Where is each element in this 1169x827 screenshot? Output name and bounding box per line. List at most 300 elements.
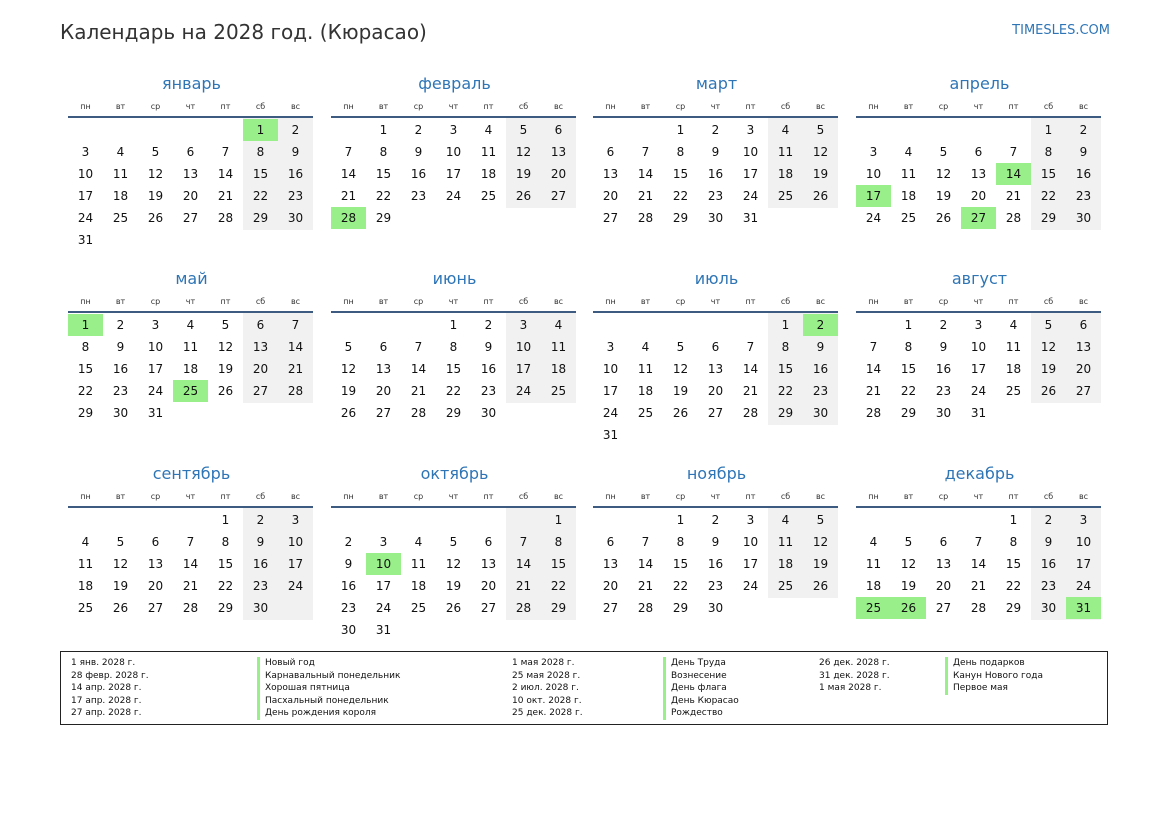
- day-cell: 8: [554, 535, 563, 549]
- day-cell: 24: [515, 384, 532, 398]
- day-cell: 12: [217, 340, 234, 354]
- day-cell: 5: [816, 123, 825, 137]
- day-cell: 24: [375, 601, 392, 615]
- day-cell: 4: [641, 340, 650, 354]
- day-cell: 1: [1044, 123, 1053, 137]
- day-cell: 1: [904, 318, 913, 332]
- day-cell: 22: [672, 579, 689, 593]
- day-cell: 3: [449, 123, 458, 137]
- day-cell: 15: [1005, 557, 1022, 571]
- days-grid: [593, 118, 838, 230]
- weekday-label: пт: [1008, 491, 1019, 501]
- day-cell: 27: [480, 601, 497, 615]
- day-cell: 12: [900, 557, 917, 571]
- day-cell: 2: [939, 318, 948, 332]
- day-cell: 11: [1005, 340, 1022, 354]
- weekday-label: пт: [745, 101, 756, 111]
- day-cell: 19: [900, 579, 917, 593]
- legend-holiday-name: День флага: [663, 682, 739, 695]
- month-name: февраль: [418, 74, 491, 93]
- legend-holiday-name: День подарков: [945, 657, 1043, 670]
- day-cell: 20: [182, 189, 199, 203]
- day-cell: 4: [116, 145, 125, 159]
- day-cell: 18: [900, 189, 917, 203]
- day-cell: 25: [410, 601, 427, 615]
- weekday-label: чт: [710, 491, 721, 501]
- weekday-label: пн: [343, 491, 354, 501]
- days-grid: [593, 508, 838, 620]
- day-cell: 29: [1040, 211, 1057, 225]
- day-cell: 30: [707, 211, 724, 225]
- weekday-label: пт: [745, 491, 756, 501]
- day-cell: 6: [256, 318, 265, 332]
- day-cell: 20: [602, 579, 619, 593]
- day-cell: 18: [550, 362, 567, 376]
- day-cell: 3: [974, 318, 983, 332]
- day-cell: 5: [676, 340, 685, 354]
- day-cell: 27: [1075, 384, 1092, 398]
- day-cell: 21: [970, 579, 987, 593]
- holiday-day-cell: 1: [68, 314, 103, 336]
- weekday-label: пт: [483, 491, 494, 501]
- day-cell: 11: [410, 557, 427, 571]
- day-cell: 5: [221, 318, 230, 332]
- weekday-label: ср: [150, 491, 161, 501]
- day-cell: 4: [484, 123, 493, 137]
- day-cell: 24: [147, 384, 164, 398]
- day-cell: 7: [641, 535, 650, 549]
- day-cell: 18: [777, 167, 794, 181]
- days-grid: [856, 508, 1101, 620]
- day-cell: 7: [344, 145, 353, 159]
- day-cell: 9: [816, 340, 825, 354]
- weekday-label: ср: [938, 296, 949, 306]
- day-cell: 19: [217, 362, 234, 376]
- legend-date: 1 мая 2028 г.: [512, 658, 575, 668]
- day-cell: 24: [445, 189, 462, 203]
- day-cell: 24: [1075, 579, 1092, 593]
- day-cell: 14: [340, 167, 357, 181]
- day-cell: 19: [147, 189, 164, 203]
- month-2: [331, 73, 576, 230]
- weekday-label: чт: [448, 296, 459, 306]
- holiday-day-cell: 1: [243, 119, 278, 141]
- day-cell: 3: [151, 318, 160, 332]
- day-cell: 7: [641, 145, 650, 159]
- day-cell: 8: [449, 340, 458, 354]
- weekday-header: [331, 97, 576, 115]
- weekday-label: пн: [80, 101, 91, 111]
- legend-holiday-name: День рождения короля: [257, 707, 400, 720]
- month-name: сентябрь: [152, 464, 231, 483]
- weekday-label: вс: [815, 491, 826, 501]
- day-cell: 5: [519, 123, 528, 137]
- day-cell: 2: [711, 513, 720, 527]
- weekday-header: [856, 292, 1101, 310]
- day-cell: 11: [777, 535, 794, 549]
- weekday-label: чт: [185, 296, 196, 306]
- day-cell: 9: [1079, 145, 1088, 159]
- legend-holiday-name: Канун Нового года: [945, 670, 1043, 683]
- weekday-label: пт: [1008, 296, 1019, 306]
- day-cell: 6: [606, 145, 615, 159]
- day-cell: 21: [182, 579, 199, 593]
- day-cell: 26: [672, 406, 689, 420]
- day-cell: 7: [291, 318, 300, 332]
- month-12: [856, 463, 1101, 620]
- day-cell: 31: [147, 406, 164, 420]
- day-cell: 20: [252, 362, 269, 376]
- day-cell: 12: [112, 557, 129, 571]
- month-name: август: [951, 269, 1008, 288]
- day-cell: 20: [375, 384, 392, 398]
- weekday-label: сб: [255, 101, 266, 111]
- weekday-label: вс: [553, 296, 564, 306]
- holiday-day-cell: 25: [173, 380, 208, 402]
- day-cell: 30: [1075, 211, 1092, 225]
- day-cell: 14: [865, 362, 882, 376]
- day-cell: 28: [637, 211, 654, 225]
- day-cell: 10: [515, 340, 532, 354]
- day-cell: 29: [252, 211, 269, 225]
- day-cell: 5: [344, 340, 353, 354]
- day-cell: 29: [777, 406, 794, 420]
- days-grid: [331, 118, 576, 230]
- day-cell: 8: [676, 535, 685, 549]
- day-cell: 14: [287, 340, 304, 354]
- day-cell: 26: [112, 601, 129, 615]
- holiday-day-cell: 2: [803, 314, 838, 336]
- day-cell: 25: [777, 189, 794, 203]
- day-cell: 20: [602, 189, 619, 203]
- holiday-day-cell: 31: [1066, 597, 1101, 619]
- day-cell: 25: [1005, 384, 1022, 398]
- days-grid: [856, 118, 1101, 230]
- weekday-label: сб: [780, 296, 791, 306]
- day-cell: 16: [410, 167, 427, 181]
- day-cell: 9: [711, 145, 720, 159]
- day-cell: 13: [707, 362, 724, 376]
- weekday-label: сб: [518, 296, 529, 306]
- day-cell: 11: [77, 557, 94, 571]
- month-name: ноябрь: [686, 464, 747, 483]
- day-cell: 17: [375, 579, 392, 593]
- day-cell: 26: [445, 601, 462, 615]
- weekday-label: пн: [80, 491, 91, 501]
- day-cell: 7: [221, 145, 230, 159]
- legend-names-col-1: [257, 657, 400, 720]
- day-cell: 12: [515, 145, 532, 159]
- weekday-label: вт: [378, 491, 389, 501]
- day-cell: 17: [77, 189, 94, 203]
- day-cell: 11: [865, 557, 882, 571]
- day-cell: 4: [414, 535, 423, 549]
- day-cell: 30: [707, 601, 724, 615]
- day-cell: 11: [182, 340, 199, 354]
- day-cell: 16: [340, 579, 357, 593]
- day-cell: 13: [182, 167, 199, 181]
- site-link[interactable]: TIMESLES.COM: [1012, 23, 1110, 38]
- day-cell: 16: [1075, 167, 1092, 181]
- day-cell: 21: [865, 384, 882, 398]
- weekday-label: пт: [745, 296, 756, 306]
- day-cell: 3: [291, 513, 300, 527]
- day-cell: 29: [217, 601, 234, 615]
- day-cell: 2: [291, 123, 300, 137]
- day-cell: 17: [742, 167, 759, 181]
- weekday-label: вт: [903, 491, 914, 501]
- weekday-label: пн: [868, 491, 879, 501]
- days-grid: [68, 508, 313, 620]
- day-cell: 15: [1040, 167, 1057, 181]
- holiday-day-cell: 14: [996, 163, 1031, 185]
- day-cell: 30: [340, 623, 357, 637]
- day-cell: 15: [77, 362, 94, 376]
- day-cell: 28: [742, 406, 759, 420]
- day-cell: 2: [1044, 513, 1053, 527]
- day-cell: 3: [519, 318, 528, 332]
- day-cell: 29: [672, 211, 689, 225]
- weekday-label: чт: [448, 101, 459, 111]
- day-cell: 24: [287, 579, 304, 593]
- weekday-label: вт: [640, 296, 651, 306]
- day-cell: 2: [1079, 123, 1088, 137]
- weekday-label: пт: [220, 101, 231, 111]
- day-cell: 12: [812, 535, 829, 549]
- day-cell: 4: [186, 318, 195, 332]
- day-cell: 16: [112, 362, 129, 376]
- day-cell: 23: [112, 384, 129, 398]
- legend-date: 2 июл. 2028 г.: [512, 683, 579, 694]
- month-name: июнь: [432, 269, 477, 288]
- month-name: июль: [694, 269, 739, 288]
- day-cell: 28: [865, 406, 882, 420]
- day-cell: 29: [1005, 601, 1022, 615]
- weekday-label: сб: [518, 491, 529, 501]
- weekday-label: вт: [115, 296, 126, 306]
- day-cell: 1: [676, 513, 685, 527]
- days-grid: [331, 313, 576, 425]
- weekday-label: пт: [483, 296, 494, 306]
- weekday-label: пт: [1008, 101, 1019, 111]
- day-cell: 26: [812, 189, 829, 203]
- day-cell: 17: [515, 362, 532, 376]
- weekday-label: вс: [553, 101, 564, 111]
- day-cell: 10: [742, 145, 759, 159]
- day-cell: 24: [865, 211, 882, 225]
- day-cell: 23: [287, 189, 304, 203]
- weekday-label: вс: [290, 491, 301, 501]
- day-cell: 1: [781, 318, 790, 332]
- day-cell: 25: [480, 189, 497, 203]
- holiday-day-cell: 17: [856, 185, 891, 207]
- days-grid: [68, 313, 313, 425]
- day-cell: 6: [711, 340, 720, 354]
- day-cell: 25: [900, 211, 917, 225]
- weekday-label: ср: [150, 101, 161, 111]
- day-cell: 27: [182, 211, 199, 225]
- weekday-label: вс: [815, 296, 826, 306]
- legend-date: 14 апр. 2028 г.: [71, 683, 142, 694]
- day-cell: 22: [445, 384, 462, 398]
- day-cell: 26: [1040, 384, 1057, 398]
- weekday-label: вт: [903, 296, 914, 306]
- day-cell: 9: [1044, 535, 1053, 549]
- day-cell: 9: [344, 557, 353, 571]
- day-cell: 3: [869, 145, 878, 159]
- day-cell: 6: [974, 145, 983, 159]
- day-cell: 16: [812, 362, 829, 376]
- day-cell: 22: [1005, 579, 1022, 593]
- day-cell: 9: [939, 340, 948, 354]
- month-3: [593, 73, 838, 230]
- day-cell: 5: [116, 535, 125, 549]
- day-cell: 8: [256, 145, 265, 159]
- day-cell: 12: [1040, 340, 1057, 354]
- weekday-label: пн: [80, 296, 91, 306]
- holiday-day-cell: 27: [961, 207, 996, 229]
- day-cell: 5: [449, 535, 458, 549]
- day-cell: 8: [221, 535, 230, 549]
- weekday-label: чт: [973, 491, 984, 501]
- legend-holiday-name: Хорошая пятница: [257, 682, 400, 695]
- day-cell: 6: [1079, 318, 1088, 332]
- weekday-label: пт: [220, 491, 231, 501]
- day-cell: 25: [112, 211, 129, 225]
- day-cell: 13: [602, 557, 619, 571]
- day-cell: 26: [515, 189, 532, 203]
- day-cell: 30: [252, 601, 269, 615]
- day-cell: 1: [379, 123, 388, 137]
- weekday-label: ср: [675, 491, 686, 501]
- legend-holiday-name: Первое мая: [945, 682, 1043, 695]
- day-cell: 23: [1040, 579, 1057, 593]
- day-cell: 1: [221, 513, 230, 527]
- weekday-header: [593, 487, 838, 505]
- day-cell: 1: [449, 318, 458, 332]
- day-cell: 25: [777, 579, 794, 593]
- day-cell: 17: [742, 557, 759, 571]
- weekday-label: вт: [115, 101, 126, 111]
- day-cell: 30: [287, 211, 304, 225]
- day-cell: 22: [1040, 189, 1057, 203]
- day-cell: 11: [550, 340, 567, 354]
- month-name: май: [175, 269, 208, 288]
- days-grid: [856, 313, 1101, 425]
- weekday-label: пн: [343, 101, 354, 111]
- day-cell: 25: [637, 406, 654, 420]
- day-cell: 27: [602, 601, 619, 615]
- day-cell: 8: [379, 145, 388, 159]
- day-cell: 31: [77, 233, 94, 247]
- weekday-label: вт: [640, 101, 651, 111]
- day-cell: 30: [935, 406, 952, 420]
- day-cell: 27: [935, 601, 952, 615]
- day-cell: 9: [711, 535, 720, 549]
- day-cell: 5: [816, 513, 825, 527]
- month-name: март: [695, 74, 738, 93]
- day-cell: 27: [602, 211, 619, 225]
- day-cell: 27: [147, 601, 164, 615]
- day-cell: 6: [554, 123, 563, 137]
- day-cell: 8: [904, 340, 913, 354]
- day-cell: 23: [252, 579, 269, 593]
- day-cell: 5: [939, 145, 948, 159]
- day-cell: 19: [112, 579, 129, 593]
- day-cell: 19: [812, 557, 829, 571]
- weekday-label: ср: [938, 101, 949, 111]
- day-cell: 28: [515, 601, 532, 615]
- weekday-label: вс: [1078, 491, 1089, 501]
- holiday-day-cell: 28: [331, 207, 366, 229]
- day-cell: 19: [672, 384, 689, 398]
- day-cell: 18: [77, 579, 94, 593]
- day-cell: 21: [1005, 189, 1022, 203]
- month-name: октябрь: [420, 464, 489, 483]
- weekday-label: сб: [1043, 296, 1054, 306]
- day-cell: 7: [869, 340, 878, 354]
- legend-names-col-3: [945, 657, 1043, 695]
- weekday-header: [593, 292, 838, 310]
- holiday-day-cell: 26: [891, 597, 926, 619]
- day-cell: 5: [904, 535, 913, 549]
- legend-holiday-name: Вознесение: [663, 670, 739, 683]
- day-cell: 8: [1044, 145, 1053, 159]
- day-cell: 17: [1075, 557, 1092, 571]
- day-cell: 24: [742, 189, 759, 203]
- day-cell: 27: [375, 406, 392, 420]
- days-grid: [68, 118, 313, 252]
- weekday-header: [856, 487, 1101, 505]
- holiday-day-cell: 10: [366, 553, 401, 575]
- day-cell: 16: [707, 557, 724, 571]
- day-cell: 28: [182, 601, 199, 615]
- weekday-label: сб: [255, 296, 266, 306]
- weekday-label: вт: [115, 491, 126, 501]
- day-cell: 21: [515, 579, 532, 593]
- legend-holiday-name: День Труда: [663, 657, 739, 670]
- day-cell: 22: [252, 189, 269, 203]
- month-7: [593, 268, 838, 447]
- day-cell: 26: [340, 406, 357, 420]
- weekday-label: вт: [640, 491, 651, 501]
- legend-date: 25 мая 2028 г.: [512, 670, 581, 681]
- weekday-label: вт: [378, 101, 389, 111]
- day-cell: 4: [904, 145, 913, 159]
- day-cell: 28: [637, 601, 654, 615]
- day-cell: 22: [672, 189, 689, 203]
- weekday-label: вс: [290, 101, 301, 111]
- day-cell: 2: [484, 318, 493, 332]
- day-cell: 20: [935, 579, 952, 593]
- weekday-label: вт: [378, 296, 389, 306]
- day-cell: 2: [116, 318, 125, 332]
- day-cell: 23: [707, 579, 724, 593]
- day-cell: 19: [340, 384, 357, 398]
- day-cell: 23: [812, 384, 829, 398]
- day-cell: 21: [340, 189, 357, 203]
- day-cell: 20: [1075, 362, 1092, 376]
- weekday-header: [593, 97, 838, 115]
- month-11: [593, 463, 838, 620]
- day-cell: 21: [410, 384, 427, 398]
- day-cell: 13: [375, 362, 392, 376]
- day-cell: 4: [1009, 318, 1018, 332]
- day-cell: 13: [550, 145, 567, 159]
- holiday-legend: [60, 651, 1108, 725]
- day-cell: 6: [186, 145, 195, 159]
- weekday-label: чт: [185, 491, 196, 501]
